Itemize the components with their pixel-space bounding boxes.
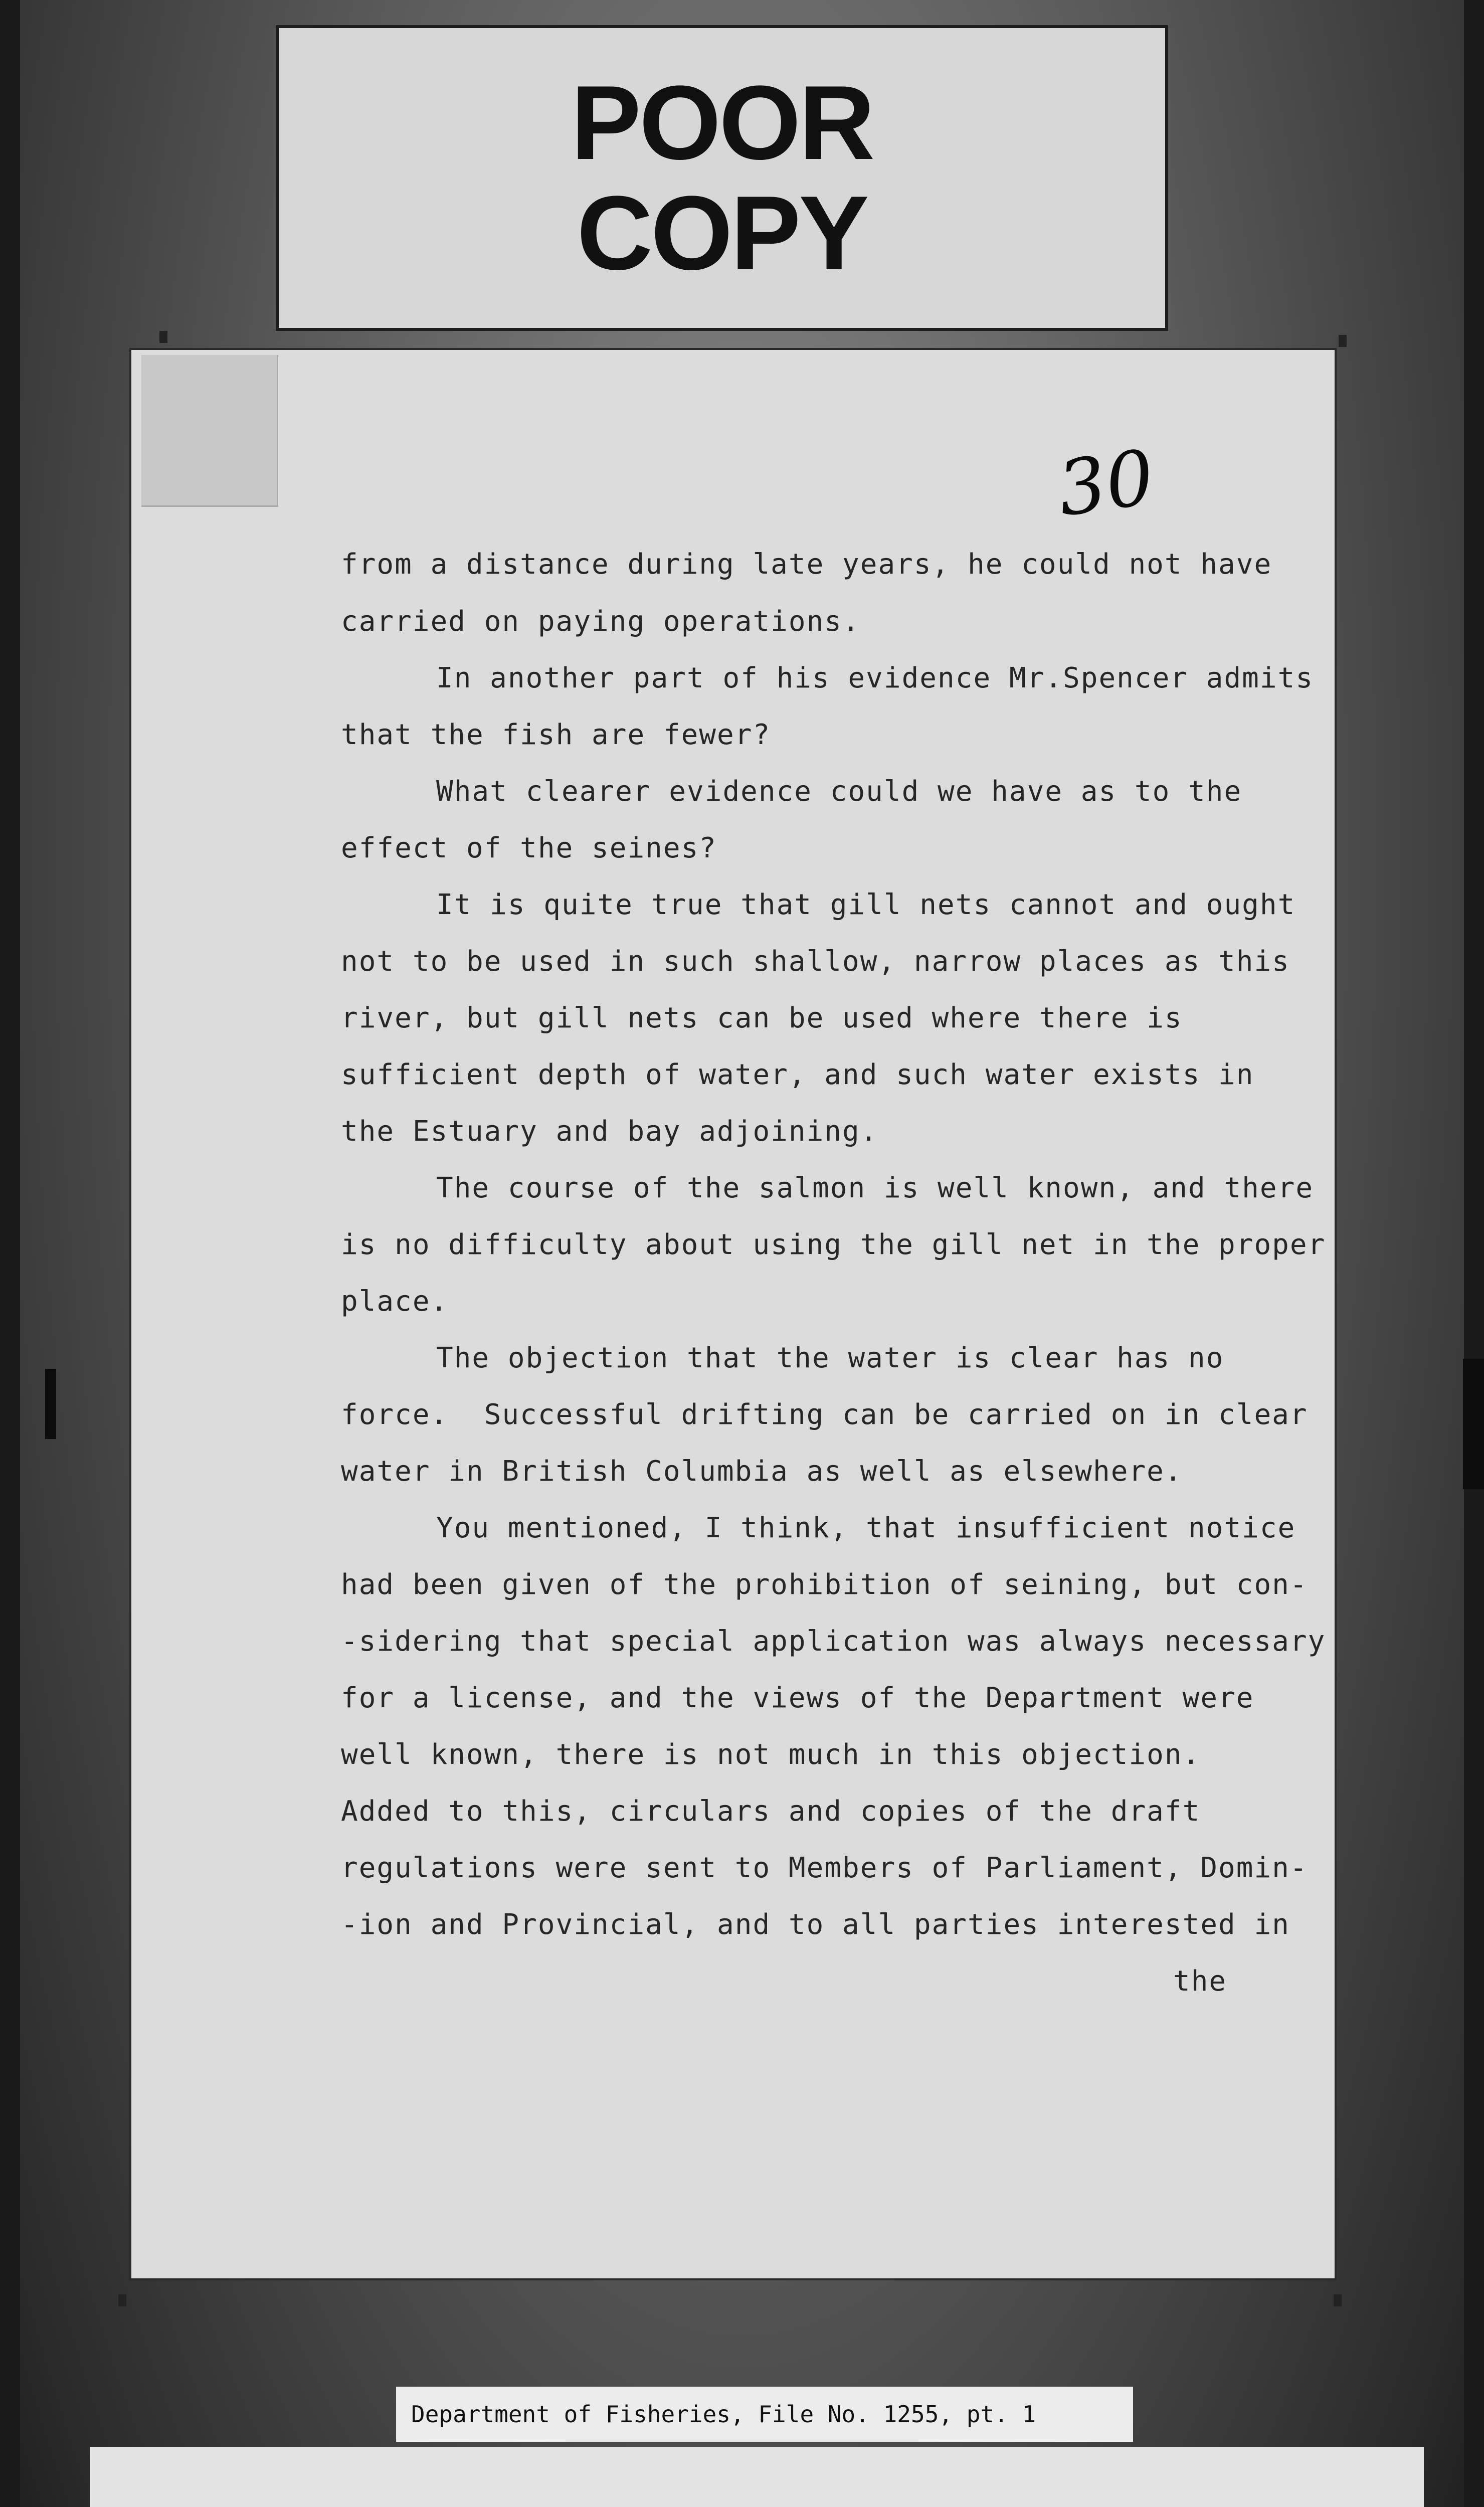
file-reference-label bbox=[396, 2387, 1133, 2442]
body-line: What clearer evidence could we have as to the bbox=[436, 775, 1242, 808]
body-line: The course of the salmon is well known, and there bbox=[436, 1172, 1314, 1204]
poor-copy-line2: COPY bbox=[577, 174, 867, 292]
body-line: had been given of the prohibition of seining, but con- bbox=[341, 1568, 1308, 1601]
body-line: force. Successful drifting can be carried on in clear bbox=[341, 1398, 1308, 1431]
body-line: is no difficulty about using the gill net in the proper bbox=[341, 1228, 1326, 1261]
corner-mark-top-left bbox=[159, 331, 167, 343]
body-line: It is quite true that gill nets cannot and ought bbox=[436, 888, 1296, 921]
poor-copy-label bbox=[276, 25, 1168, 331]
body-line: You mentioned, I think, that insufficient notice bbox=[436, 1512, 1296, 1544]
body-line: for a license, and the views of the Department were bbox=[341, 1682, 1254, 1714]
body-line: not to be used in such shallow, narrow places as this bbox=[341, 945, 1290, 978]
body-line: sufficient depth of water, and such water exists in bbox=[341, 1058, 1254, 1091]
corner-mark-bottom-left bbox=[118, 2294, 126, 2306]
page-number: 30 bbox=[1052, 434, 1160, 534]
corner-mark-bottom-right bbox=[1334, 2294, 1342, 2306]
body-line: water in British Columbia as well as elsewhere. bbox=[341, 1455, 1183, 1488]
body-line: from a distance during late years, he could not have bbox=[341, 548, 1272, 581]
body-line: well known, there is not much in this objection. bbox=[341, 1738, 1201, 1771]
body-line: carried on paying operations. bbox=[341, 605, 860, 638]
archives-label bbox=[90, 2447, 1424, 2507]
body-line-continued: the bbox=[1173, 1965, 1227, 1998]
poor-copy-line1: POOR bbox=[571, 64, 873, 182]
body-line: river, but gill nets can be used where there is bbox=[341, 1002, 1183, 1034]
body-line: The objection that the water is clear has no bbox=[436, 1342, 1224, 1374]
body-line: Added to this, circulars and copies of the draft bbox=[341, 1795, 1201, 1828]
body-line: the Estuary and bay adjoining. bbox=[341, 1115, 878, 1148]
film-tick-right bbox=[1463, 1359, 1484, 1489]
body-line: -sidering that special application was always necessary bbox=[341, 1625, 1326, 1658]
film-edge-right bbox=[1464, 0, 1484, 2507]
paper-corner-tab bbox=[141, 355, 278, 507]
body-line: regulations were sent to Members of Parliament, Domin- bbox=[341, 1852, 1308, 1884]
body-line: place. bbox=[341, 1285, 449, 1318]
corner-mark-top-right bbox=[1339, 335, 1347, 347]
film-tick-left bbox=[45, 1369, 56, 1439]
body-line: that the fish are fewer? bbox=[341, 719, 771, 751]
film-edge-left bbox=[0, 0, 20, 2507]
body-line: effect of the seines? bbox=[341, 832, 717, 864]
body-line: In another part of his evidence Mr.Spencer admits bbox=[436, 662, 1314, 694]
file-reference-text: Department of Fisheries, File No. 1255, pt. 1 bbox=[411, 2401, 1036, 2428]
body-line: -ion and Provincial, and to all parties interested in bbox=[341, 1908, 1290, 1941]
